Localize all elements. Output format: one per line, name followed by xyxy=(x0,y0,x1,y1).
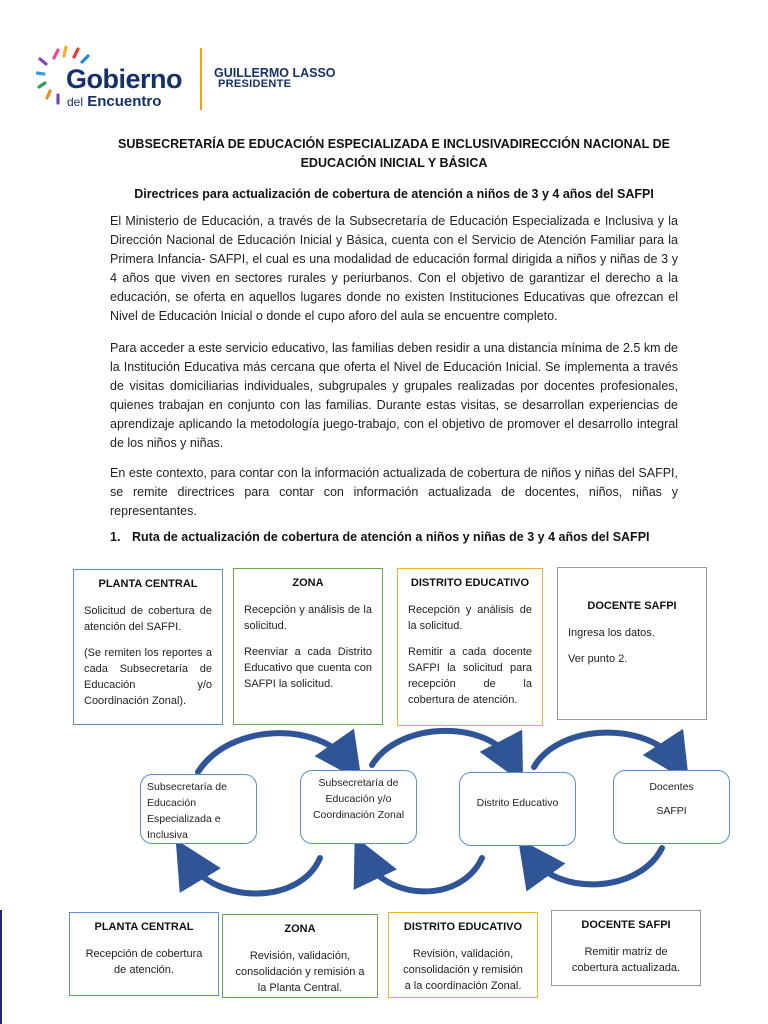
flow-node-label: Subsecretaría de Educación Especializada e Inclusiva xyxy=(147,781,227,841)
bottom-box-title: ZONA xyxy=(284,923,316,935)
top-box-line: Ingresa los datos. xyxy=(568,627,655,639)
top-box-title: ZONA xyxy=(292,577,324,589)
paragraph-1: El Ministerio de Educación, a través de la Subsecretaría de Educación Especializada e Inclusiva y la Dirección Nacional de Educación Inicial y Básica, cuenta con el Servicio de Atención Familiar para la Primera Infancia- SAFPI, el cual es una modalidad de educación formal dirigida a niños y niñas de 3 y 4 años que viven en sectores rurales y periurbanos. Con el objetivo de garantizar el derecho a la educación, se oferta en aquellos lugares donde no existen Instituciones Educativas que ofrezcan el Nivel de Educación Inicial o donde el cupo aforo del aula se encuentre completo. xyxy=(110,214,678,323)
top-box-line: Remitir a cada docente SAFPI la solicitud para recepción de la cobertura de atención. xyxy=(408,646,532,706)
arrow-bottom-1 xyxy=(532,848,662,884)
logo-main-text: Gobierno xyxy=(66,64,182,94)
top-box-title: PLANTA CENTRAL xyxy=(98,578,198,590)
top-box-line: (Se remiten los reportes a cada Subsecretaría de Educación y/o Coordinación Zonal). xyxy=(84,647,212,707)
logo-sub-encuentro: Encuentro xyxy=(87,93,162,110)
flow-node-label: Distrito Educativo xyxy=(476,797,559,809)
arrow-bottom-2 xyxy=(365,858,482,891)
section-heading-text: Ruta de actualización de cobertura de atención a niños y niñas de 3 y 4 años del SAFPI xyxy=(132,530,650,544)
paragraph-2: Para acceder a este servicio educativo, las familias deben residir a una distancia mínima de 2.5 km de la Institución Educativa más cercana que oferta el Nivel de Educación Inicial. Se implementa a través de visitas domiciliarias individuales, subgrupales y grupales realizadas por docentes profesionales, quienes trabajan en conjunto con las familias. Durante estas visitas, se desarrollan experiencias de aprendizaje aplicando la metodología juego-trabajo, con el objetivo de promover el desarrollo integral de los niños y niñas. xyxy=(110,341,678,450)
top-box-line: Recepción y análisis de la solicitud. xyxy=(244,604,372,632)
flow-node-label: Docentes xyxy=(649,781,694,793)
document-title: SUBSECRETARÍA DE EDUCACIÓN ESPECIALIZADA E INCLUSIVADIRECCIÓN NACIONAL DE EDUCACIÓN INICIAL Y BÁSICA xyxy=(118,137,670,170)
bottom-box-planta-central xyxy=(69,912,219,996)
bottom-box-title: DISTRITO EDUCATIVO xyxy=(403,921,523,933)
flow-node-docentes-safpi xyxy=(613,770,730,844)
bottom-box-docente-safpi xyxy=(551,910,701,986)
top-box-title: DISTRITO EDUCATIVO xyxy=(410,577,530,589)
president-title: PRESIDENTE xyxy=(218,78,292,90)
paragraph-3: En este contexto, para contar con la información actualizada de cobertura de niños y niñas del SAFPI, se remite directrices para contar con información actualizada de docentes, niños, niñas y representantes. xyxy=(110,466,678,518)
arrow-top-2 xyxy=(372,731,512,765)
top-box-line: Reenviar a cada Distrito Educativo que cuenta con SAFPI la solicitud. xyxy=(244,646,372,690)
page-edge-mark xyxy=(0,910,2,1024)
top-box-line: Solicitud de cobertura de atención del SAFPI. xyxy=(84,605,212,633)
bottom-box-text: Remitir matriz de cobertura actualizada. xyxy=(571,946,681,974)
arrow-top-1 xyxy=(198,733,348,772)
section-number: 1. xyxy=(110,530,121,544)
arrow-top-3 xyxy=(534,733,676,767)
top-box-line: Ver punto 2. xyxy=(568,653,628,665)
bottom-box-title: DOCENTE SAFPI xyxy=(581,919,671,931)
president-name: GUILLERMO LASSO xyxy=(214,66,336,80)
flow-node-coordinacion-zonal xyxy=(300,770,417,844)
flow-node-label: Subsecretaría de Educación y/o Coordinación Zonal xyxy=(312,777,405,821)
top-box-line: Recepción y análisis de la solicitud. xyxy=(408,604,532,632)
flow-node-subsecretaria-especializada xyxy=(140,774,257,844)
bottom-box-title: PLANTA CENTRAL xyxy=(94,921,194,933)
arrow-bottom-3 xyxy=(188,858,320,894)
bottom-box-zona xyxy=(222,914,378,998)
bottom-box-text: Revisión, validación, consolidación y remisión a la coordinación Zonal. xyxy=(403,948,523,992)
document-subtitle: Directrices para actualización de cobertura de atención a niños de 3 y 4 años del SAFPI xyxy=(134,187,654,201)
bottom-box-distrito-educativo xyxy=(388,912,538,998)
bottom-box-text: Recepción de cobertura de atención. xyxy=(85,948,203,976)
logo-sub-del: del xyxy=(67,95,84,109)
flow-node-distrito-educativo xyxy=(459,772,576,846)
bottom-box-text: Revisión, validación, consolidación y remisión a la Planta Central. xyxy=(235,950,365,994)
top-box-title: DOCENTE SAFPI xyxy=(587,600,677,612)
flow-node-label: SAFPI xyxy=(656,805,687,817)
